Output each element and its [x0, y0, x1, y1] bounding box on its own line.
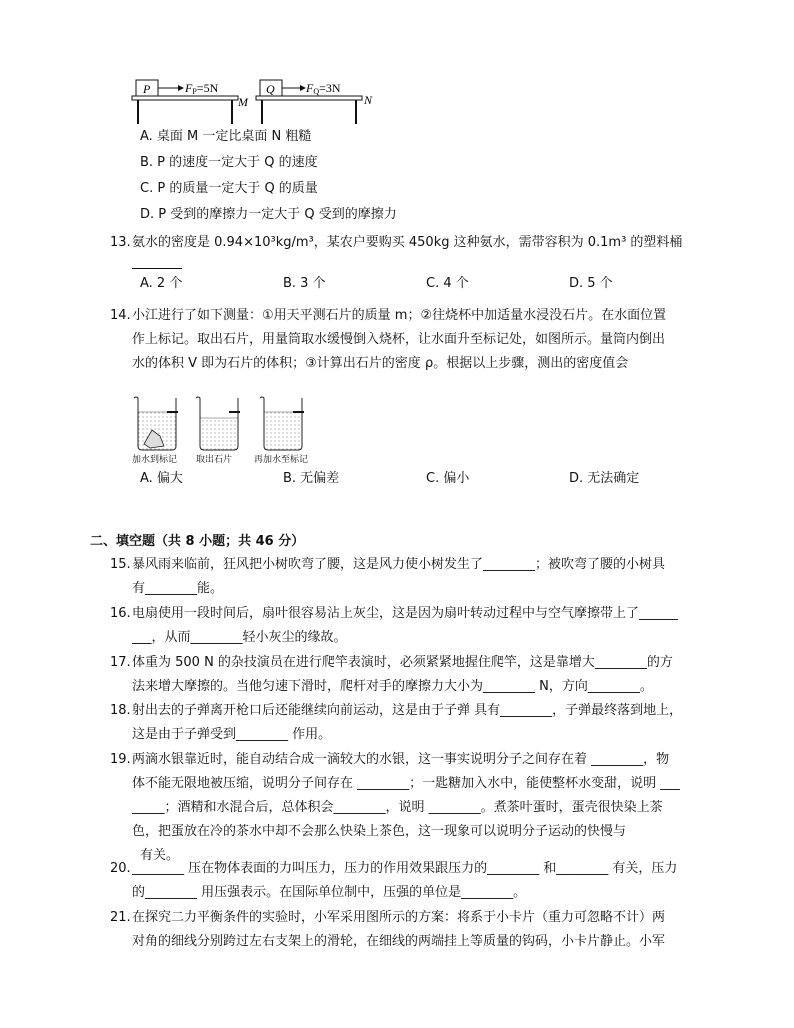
q16-line-2: ___，从而________轻小灰尘的缘故。 — [132, 630, 347, 645]
q21-line-2: 对角的细线分别跨过左右支架上的滑轮，在细线的两端挂上等质量的钩码，小卡片静止。小军 — [132, 934, 666, 949]
force-p-arrowhead — [178, 85, 184, 91]
q16-line-1: 电扇使用一段时间后，扇叶很容易沾上灰尘，这是因为扇叶转动过程中与空气摩擦带上了______ — [132, 606, 679, 621]
beaker-2-label: 取出石片 — [196, 455, 233, 464]
q14-option-b: B. 无偏差 — [283, 471, 340, 486]
q15-line-2: 有________能。 — [132, 581, 224, 596]
q17-line-1: 体重为 500 N 的杂技演员在进行爬竿表演时，必须紧紧地握住爬竿，这是靠增大________的方 — [132, 655, 673, 670]
q19-line-1: 两滴水银靠近时，能自动结合成一滴较大的水银，这一事实说明分子之间存在着 ________，物 — [132, 752, 670, 767]
q13-option-b: B. 3 个 — [283, 276, 326, 291]
block-q-label: Q — [266, 82, 275, 96]
q13-option-c: C. 4 个 — [426, 276, 469, 291]
q19-number: 19. — [110, 752, 131, 767]
q18-line-1: 射出去的子弹离开枪口后还能继续向前运动，这是由于子弹 具有________，子弹最终落到地上， — [132, 703, 683, 718]
q14-option-a: A. 偏大 — [140, 471, 183, 486]
q13-answer-blank — [132, 268, 182, 269]
q20-number: 20. — [110, 861, 131, 876]
q13-text: 氨水的密度是 0.94×10³kg/m³，某农户要购买 450kg 这种氨水，需带容积为 0.1m³ 的塑料桶 — [132, 235, 683, 250]
q20-line-1: ________ 压在物体表面的力叫压力，压力的作用效果跟压力的________ 和________ 有关，压力 — [132, 861, 678, 876]
q18-number: 18. — [110, 703, 131, 718]
surface-n-label: N — [364, 93, 373, 107]
beaker-figure — [130, 392, 310, 464]
q19-line-2: 体不能无限地被压缩，说明分子间存在 ________；一匙糖加入水中，能使整杯水变甜，说明 ___ — [132, 776, 680, 791]
q19-line-3: _____；酒精和水混合后，总体积会________，说明 ________。煮茶叶蛋时，蛋壳很快染上茶 — [132, 800, 663, 815]
beaker-3-label: 再加水至标记 — [254, 455, 309, 464]
q18-line-2: 这是由于子弹受到________ 作用。 — [132, 727, 332, 742]
q17-number: 17. — [110, 655, 131, 670]
friction-figure — [130, 74, 390, 126]
q14-line-1: 小江进行了如下测量：①用天平测石片的质量 m；②往烧杯中加适量水浸没石片。在水面位置 — [132, 308, 667, 323]
force-p-label: FP=5N — [185, 81, 219, 96]
q16-number: 16. — [110, 606, 131, 621]
block-p-label: P — [143, 82, 151, 96]
q15-number: 15. — [110, 557, 131, 572]
q14-option-d: D. 无法确定 — [569, 471, 640, 486]
q20-line-2: 的________ 用压强表示。在国际单位制中，压强的单位是________。 — [132, 885, 527, 900]
beaker-2 — [196, 397, 240, 450]
q21-number: 21. — [110, 910, 131, 925]
table-n-top — [256, 96, 362, 100]
q14-option-c: C. 偏小 — [426, 471, 470, 486]
q19-line-4: 色，把蛋放在冷的茶水中却不会那么快染上茶色，这一现象可以说明分子运动的快慢与 — [132, 824, 627, 839]
q13-number: 13. — [110, 235, 131, 250]
beaker-1 — [134, 397, 178, 450]
q17-line-2: 法来增大摩擦的。当他匀速下滑时，爬杆对手的摩擦力大小为________ N，方向________。 — [132, 679, 653, 694]
q19-line-5: 有关。 — [140, 848, 180, 863]
q21-line-1: 在探究二力平衡条件的实验时，小军采用图所示的方案：将系于小卡片（重力可忽略不计）两 — [132, 910, 666, 925]
q12-option-b: B. P 的速度一定大于 Q 的速度 — [140, 155, 318, 170]
q13-option-d: D. 5 个 — [569, 276, 613, 291]
force-q-label: FQ=3N — [306, 81, 341, 96]
q14-line-3: 水的体积 V 即为石片的体积；③计算出石片的密度 ρ。根据以上步骤，测出的密度值会 — [132, 356, 629, 371]
q14-number: 14. — [110, 308, 131, 323]
q15-line-1: 暴风雨来临前，狂风把小树吹弯了腰，这是风力使小树发生了________；被吹弯了腰的小树具 — [132, 557, 666, 572]
q13-option-a: A. 2 个 — [140, 276, 183, 291]
q12-option-c: C. P 的质量一定大于 Q 的质量 — [140, 181, 318, 196]
q12-option-a: A. 桌面 M 一定比桌面 N 粗糙 — [140, 129, 312, 144]
section-title-fill-in: 二、填空题（共 8 小题；共 46 分） — [90, 534, 305, 549]
q14-line-2: 作上标记。取出石片，用量筒取水缓慢倒入烧杯，让水面升至标记处，如图所示。量筒内倒出 — [132, 332, 666, 347]
q12-option-d: D. P 受到的摩擦力一定大于 Q 受到的摩擦力 — [140, 207, 397, 222]
surface-m-label: M — [238, 95, 248, 109]
beaker-3 — [260, 397, 304, 450]
table-m-top — [132, 96, 238, 100]
beaker-1-label: 加水到标记 — [132, 455, 178, 464]
